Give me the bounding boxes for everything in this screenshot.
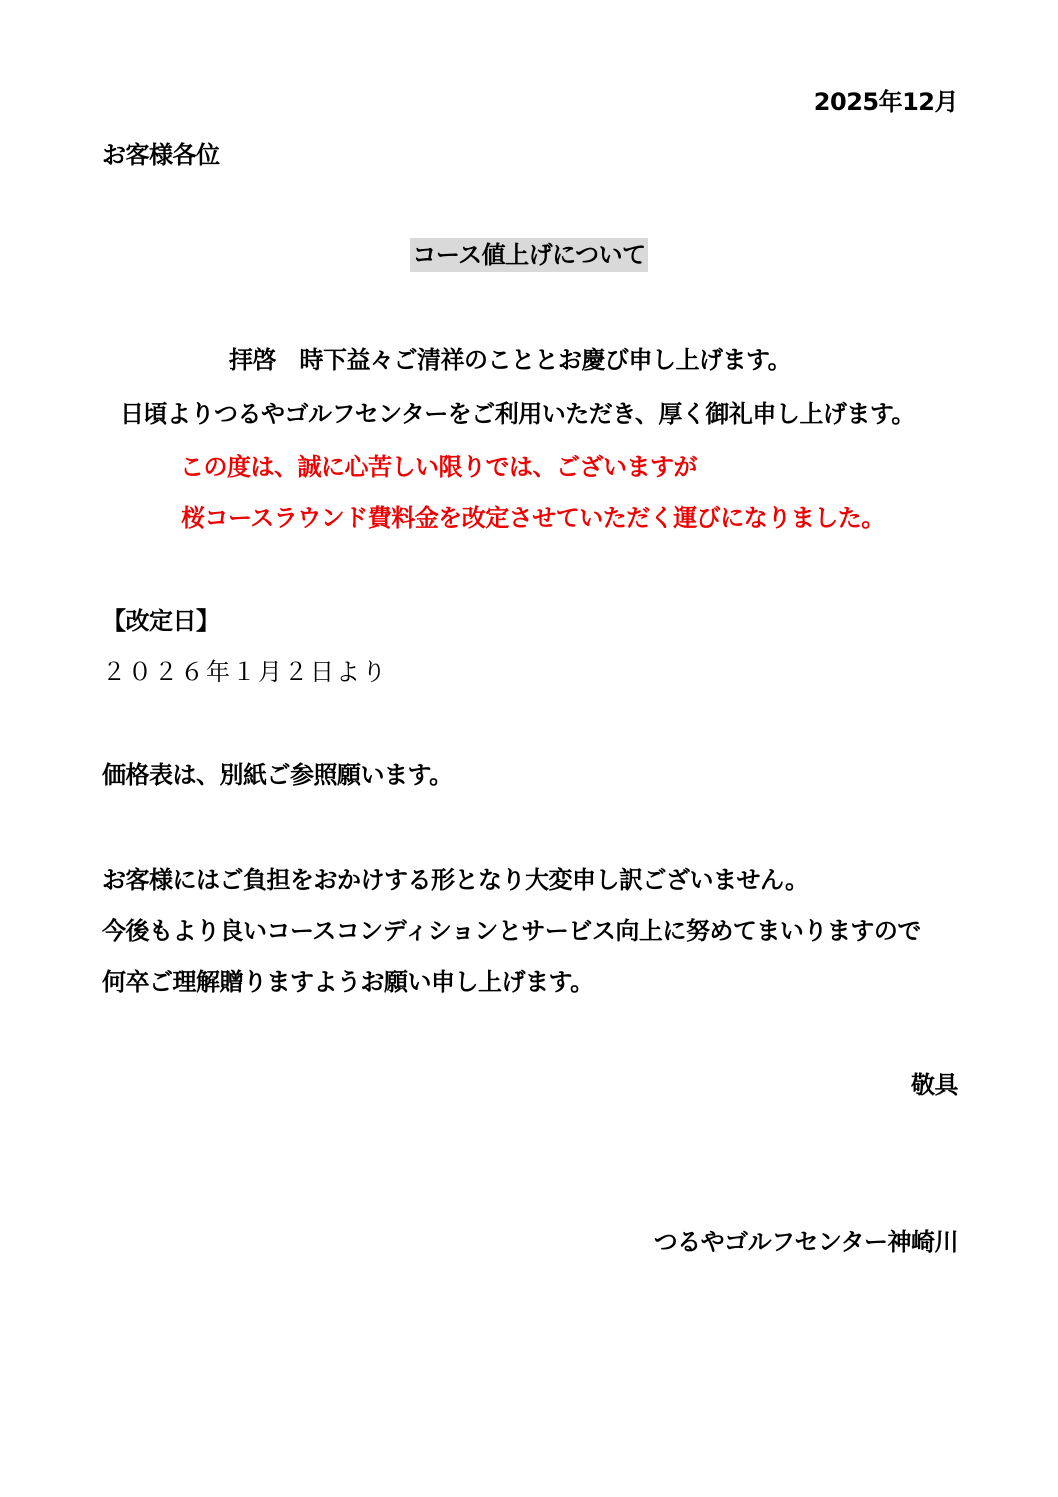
apology-line: 何卒ご理解贈りますようお願い申し上げます。 bbox=[102, 968, 594, 996]
revision-date: ２０２６年１月２日より bbox=[102, 658, 388, 686]
document-title: コース値上げについて bbox=[410, 238, 647, 272]
recipient: お客様各位 bbox=[102, 141, 220, 169]
apology-line: 今後もより良いコースコンディションとサービス向上に努めてまいりますので bbox=[102, 917, 921, 945]
sender-signature: つるやゴルフセンター神崎川 bbox=[653, 1228, 958, 1256]
greeting-line: 日頃よりつるやゴルフセンターをご利用いただき、厚く御礼申し上げます。 bbox=[120, 400, 915, 428]
notice-line: 桜コースラウンド費料金を改定させていただく運びになりました。 bbox=[181, 504, 885, 532]
letter-date: 2025年12月 bbox=[813, 88, 958, 116]
title-container bbox=[0, 238, 1058, 272]
notice-line: この度は、誠に心苦しい限りでは、ございますが bbox=[180, 453, 697, 481]
revision-label: 【改定日】 bbox=[102, 607, 220, 635]
price-list-note: 価格表は、別紙ご参照願います。 bbox=[102, 761, 453, 789]
closing: 敬具 bbox=[911, 1071, 958, 1099]
apology-line: お客様にはご負担をおかけする形となり大変申し訳ございません。 bbox=[102, 866, 809, 894]
greeting-line: 拝啓 時下益々ご清祥のこととお慶び申し上げます。 bbox=[229, 346, 792, 374]
